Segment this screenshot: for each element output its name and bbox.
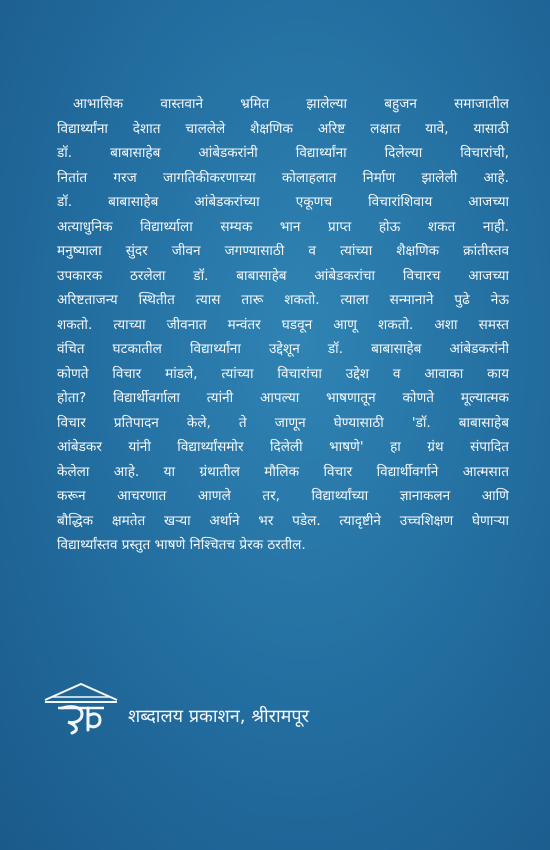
blurb-line: वंचित घटकातील विद्यार्थ्यांना उद्देशून डॉ. बाबासाहेब आंबेडकरांनी xyxy=(57,341,509,357)
blurb-line: विद्यार्थ्यांस्तव प्रस्तुत भाषणे निश्चितच प्रेरक ठरतील. xyxy=(57,537,306,553)
blurb-line: विद्यार्थ्यांना देशात चाललेले शैक्षणिक अरिष्ट लक्षात यावे, यासाठी xyxy=(57,120,509,137)
blurb-line: नितांत गरज जागतिकीकरणाच्या कोलाहलात निर्माण झालेली आहे. xyxy=(57,169,509,186)
blurb-line: बौद्धिक क्षमतेत खऱ्या अर्थाने भर पडेल. त्यादृष्टीने उच्चशिक्षण घेणाऱ्या xyxy=(57,512,509,529)
blurb-line: आंबेडकर यांनी विद्यार्थ्यांसमोर दिलेली भाषणे' हा ग्रंथ संपादित xyxy=(57,439,509,455)
blurb-line: करून आचरणात आणले तर, विद्यार्थ्यांच्या ज्ञानाकलन आणि xyxy=(57,488,509,504)
publisher-block xyxy=(42,678,309,736)
blurb-line: डॉ. बाबासाहेब आंबेडकरांच्या एकूणच विचारांशिवाय आजच्या xyxy=(57,194,509,210)
blurb-line: मनुष्याला सुंदर जीवन जगण्यासाठी व त्यांच्या शैक्षणिक क्रांतीस्तव xyxy=(57,243,509,259)
blurb-line: उपकारक ठरलेला डॉ. बाबासाहेब आंबेडकरांचा विचारच आजच्या xyxy=(57,267,509,284)
blurb-text xyxy=(57,92,509,558)
blurb-line: कोणते विचार मांडले, त्यांच्या विचारांचा उद्देश व आवाका काय xyxy=(57,365,509,382)
blurb-line: होता? विद्यार्थीवर्गाला त्यांनी आपल्या भाषणातून कोणते मूल्यात्मक xyxy=(57,390,509,406)
publisher-name: शब्दालय प्रकाशन, श्रीरामपूर xyxy=(128,706,310,727)
blurb-line: आभासिक वास्तवाने भ्रमित झालेल्या बहुजन समाजातील xyxy=(73,96,509,112)
blurb-line: केलेला आहे. या ग्रंथातील मौलिक विचार विद्यार्थीवर्गाने आत्मसात xyxy=(57,463,509,480)
blurb-line: शकतो. त्याच्या जीवनात मन्वंतर घडवून आणू शकतो. अशा समस्त xyxy=(57,316,509,333)
publisher-logo-icon xyxy=(42,678,120,736)
blurb-line: विचार प्रतिपादन केले, ते जाणून घेण्यासाठी 'डॉ. बाबासाहेब xyxy=(57,414,509,431)
blurb-line: अरिष्टताजन्य स्थितीत त्यास तारू शकतो. त्याला सन्मानाने पुढे नेऊ xyxy=(57,292,509,308)
blurb-line: डॉ. बाबासाहेब आंबेडकरांनी विद्यार्थ्यांना दिलेल्या विचारांची, xyxy=(57,145,509,161)
blurb-line: अत्याधुनिक विद्यार्थ्याला सम्यक भान प्राप्त होऊ शकत नाही. xyxy=(57,218,509,235)
